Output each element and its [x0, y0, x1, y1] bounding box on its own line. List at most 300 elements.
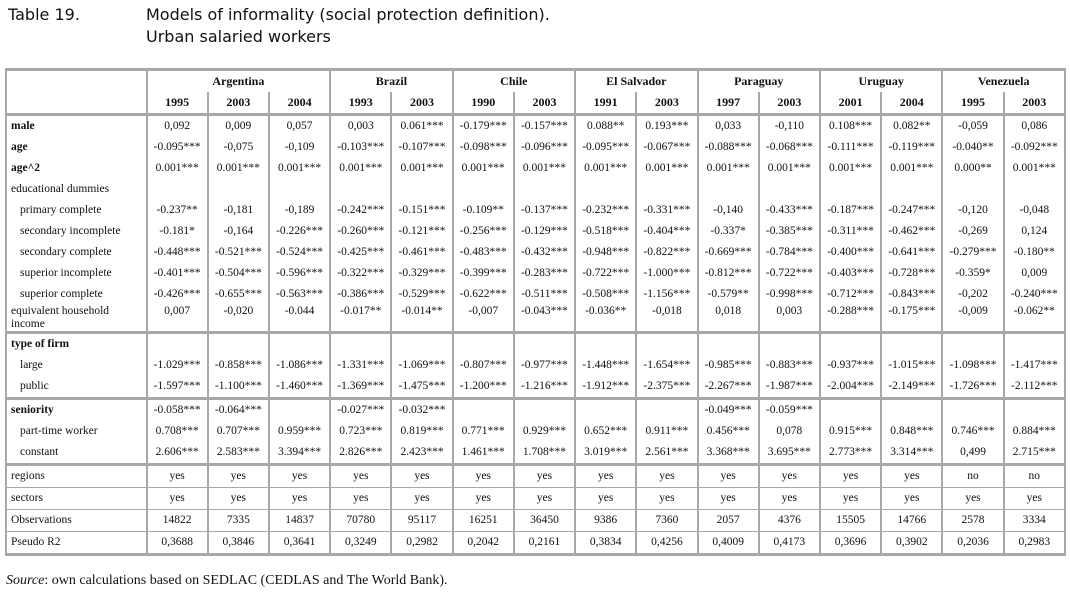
- table-number: Table 19.: [8, 5, 80, 24]
- coef-cell: -0.311***: [820, 221, 881, 242]
- coef-cell: 0,003: [759, 305, 820, 333]
- coef-cell: -0.098***: [453, 137, 514, 158]
- coef-cell: -0.722***: [759, 263, 820, 284]
- coef-cell: 0,2983: [1004, 532, 1065, 555]
- coef-cell: 3.695***: [759, 442, 820, 465]
- coef-cell: -0.641***: [881, 242, 942, 263]
- coef-cell: yes: [575, 465, 636, 488]
- coef-cell: 14837: [269, 510, 330, 532]
- coef-cell: [391, 179, 452, 200]
- year-header: 2003: [514, 92, 575, 115]
- year-header: 2004: [269, 92, 330, 115]
- coef-cell: 0,3902: [881, 532, 942, 555]
- country-header: Argentina: [147, 70, 331, 93]
- row-label: age: [6, 137, 147, 158]
- coef-cell: [453, 179, 514, 200]
- coef-cell: [269, 179, 330, 200]
- coef-cell: -0.049***: [698, 399, 759, 422]
- coef-cell: 0.001***: [514, 158, 575, 179]
- coef-cell: 1.708***: [514, 442, 575, 465]
- coef-cell: -1.015***: [881, 355, 942, 376]
- year-header: 1993: [330, 92, 391, 115]
- coef-cell: 14822: [147, 510, 208, 532]
- source-text: : own calculations based on SEDLAC (CEDLAS and The World Bank).: [44, 573, 448, 588]
- coef-cell: -0.579**: [698, 284, 759, 305]
- coef-cell: -0.426***: [147, 284, 208, 305]
- coef-cell: [820, 333, 881, 356]
- coef-cell: -0.181*: [147, 221, 208, 242]
- coef-cell: yes: [759, 465, 820, 488]
- coef-cell: -1.029***: [147, 355, 208, 376]
- coef-cell: 0,2161: [514, 532, 575, 555]
- coef-cell: 0.929***: [514, 421, 575, 442]
- coef-cell: 95117: [391, 510, 452, 532]
- coef-cell: -1.597***: [147, 376, 208, 399]
- coef-cell: yes: [269, 488, 330, 510]
- country-header-row: [6, 70, 1065, 93]
- table-title-line-1: Models of informality (social protection definition).: [146, 5, 550, 24]
- coef-cell: -0.242***: [330, 200, 391, 221]
- year-header: 2001: [820, 92, 881, 115]
- coef-cell: [514, 399, 575, 422]
- coef-cell: -1.448***: [575, 355, 636, 376]
- coef-cell: -0.883***: [759, 355, 820, 376]
- coef-cell: -0,007: [453, 305, 514, 333]
- coef-cell: 0.001***: [391, 158, 452, 179]
- coef-cell: yes: [147, 465, 208, 488]
- coef-cell: [881, 179, 942, 200]
- coef-cell: yes: [208, 488, 269, 510]
- table-title: [146, 4, 550, 48]
- coef-cell: -0.088***: [698, 137, 759, 158]
- coef-cell: -2.149***: [881, 376, 942, 399]
- coef-cell: 0,086: [1004, 115, 1065, 138]
- coef-cell: 0.061***: [391, 115, 452, 138]
- country-header: Venezuela: [942, 70, 1065, 93]
- coef-cell: yes: [1004, 488, 1065, 510]
- country-header: Uruguay: [820, 70, 942, 93]
- coef-cell: -0.288***: [820, 305, 881, 333]
- year-header: 1995: [147, 92, 208, 115]
- coef-cell: -1.417***: [1004, 355, 1065, 376]
- row-label: equivalent household income: [6, 305, 147, 333]
- coef-cell: -0.461***: [391, 242, 452, 263]
- coef-cell: -0,109: [269, 137, 330, 158]
- table-row: [6, 179, 1065, 200]
- coef-cell: [820, 179, 881, 200]
- coef-cell: yes: [453, 465, 514, 488]
- coef-cell: -0.109**: [453, 200, 514, 221]
- coef-cell: -0.722***: [575, 263, 636, 284]
- coef-cell: yes: [514, 488, 575, 510]
- coef-cell: -1.331***: [330, 355, 391, 376]
- row-label: large: [6, 355, 147, 376]
- coef-cell: 0.001***: [147, 158, 208, 179]
- coef-cell: -0.240***: [1004, 284, 1065, 305]
- coef-cell: [1004, 399, 1065, 422]
- coef-cell: -0,164: [208, 221, 269, 242]
- coef-cell: -0.669***: [698, 242, 759, 263]
- coef-cell: yes: [330, 465, 391, 488]
- coef-cell: 0.723***: [330, 421, 391, 442]
- coef-cell: 2.826***: [330, 442, 391, 465]
- coef-cell: [514, 179, 575, 200]
- coef-cell: -0.175***: [881, 305, 942, 333]
- coef-cell: -0.521***: [208, 242, 269, 263]
- row-label: constant: [6, 442, 147, 465]
- coef-cell: 0,009: [1004, 263, 1065, 284]
- coef-cell: -0.843***: [881, 284, 942, 305]
- coef-cell: 15505: [820, 510, 881, 532]
- row-label: type of firm: [6, 333, 147, 356]
- table-row: [6, 284, 1065, 305]
- coef-cell: 0.001***: [759, 158, 820, 179]
- coef-cell: 3.394***: [269, 442, 330, 465]
- table-row: [6, 115, 1065, 138]
- table-row: [6, 488, 1065, 510]
- coef-cell: 0.193***: [636, 115, 697, 138]
- coef-cell: yes: [391, 465, 452, 488]
- row-label: educational dummies: [6, 179, 147, 200]
- coef-cell: -0.059***: [759, 399, 820, 422]
- coef-cell: [759, 333, 820, 356]
- coef-cell: 0.088**: [575, 115, 636, 138]
- coef-cell: yes: [269, 465, 330, 488]
- coef-cell: -0.483***: [453, 242, 514, 263]
- coef-cell: yes: [942, 488, 1003, 510]
- coef-cell: -2.112***: [1004, 376, 1065, 399]
- coef-cell: [881, 333, 942, 356]
- coef-cell: 0.001***: [1004, 158, 1065, 179]
- coef-cell: yes: [514, 465, 575, 488]
- coef-cell: 0.708***: [147, 421, 208, 442]
- coef-cell: -0.596***: [269, 263, 330, 284]
- coef-cell: -0.432***: [514, 242, 575, 263]
- row-label: secondary incomplete: [6, 221, 147, 242]
- coef-cell: -2.004***: [820, 376, 881, 399]
- coef-cell: yes: [759, 488, 820, 510]
- coef-cell: 0.652***: [575, 421, 636, 442]
- coef-cell: 0.884***: [1004, 421, 1065, 442]
- coef-cell: yes: [391, 488, 452, 510]
- coef-cell: 0,3641: [269, 532, 330, 555]
- coef-cell: -0.032***: [391, 399, 452, 422]
- table-row: [6, 200, 1065, 221]
- table-row: [6, 242, 1065, 263]
- coef-cell: -0.462***: [881, 221, 942, 242]
- coef-cell: no: [942, 465, 1003, 488]
- coef-cell: -0.622***: [453, 284, 514, 305]
- coef-cell: -0.518***: [575, 221, 636, 242]
- coef-cell: -0.359*: [942, 263, 1003, 284]
- coef-cell: 7360: [636, 510, 697, 532]
- coef-cell: -0,181: [208, 200, 269, 221]
- coef-cell: -0.524***: [269, 242, 330, 263]
- row-label: part-time worker: [6, 421, 147, 442]
- coef-cell: -0.157***: [514, 115, 575, 138]
- coef-cell: -0.337*: [698, 221, 759, 242]
- coef-cell: 0,033: [698, 115, 759, 138]
- row-label: superior incomplete: [6, 263, 147, 284]
- year-header: 1997: [698, 92, 759, 115]
- coef-cell: 0.001***: [208, 158, 269, 179]
- coef-cell: -1.726***: [942, 376, 1003, 399]
- coef-cell: 2.583***: [208, 442, 269, 465]
- coef-cell: -0.256***: [453, 221, 514, 242]
- coef-cell: -0.095***: [147, 137, 208, 158]
- coef-cell: [391, 333, 452, 356]
- coef-cell: -0.399***: [453, 263, 514, 284]
- coef-cell: -0.385***: [759, 221, 820, 242]
- coef-cell: 0,3696: [820, 532, 881, 555]
- coef-cell: 70780: [330, 510, 391, 532]
- coef-cell: -0.948***: [575, 242, 636, 263]
- year-header: 1995: [942, 92, 1003, 115]
- coef-cell: [575, 333, 636, 356]
- coef-cell: 0.771***: [453, 421, 514, 442]
- coef-cell: -0.448***: [147, 242, 208, 263]
- coef-cell: yes: [575, 488, 636, 510]
- coef-cell: [208, 179, 269, 200]
- coef-cell: -0.180**: [1004, 242, 1065, 263]
- coef-cell: -0.937***: [820, 355, 881, 376]
- year-header: 2003: [759, 92, 820, 115]
- coef-cell: yes: [208, 465, 269, 488]
- coef-cell: -1.987***: [759, 376, 820, 399]
- coef-cell: 0.959***: [269, 421, 330, 442]
- coef-cell: -0.247***: [881, 200, 942, 221]
- year-header: 2004: [881, 92, 942, 115]
- coef-cell: 0.001***: [575, 158, 636, 179]
- coef-cell: -1.369***: [330, 376, 391, 399]
- coef-cell: [636, 399, 697, 422]
- coef-cell: [330, 333, 391, 356]
- country-header: Paraguay: [698, 70, 820, 93]
- coef-cell: -0.044: [269, 305, 330, 333]
- coef-cell: 0.001***: [698, 158, 759, 179]
- coef-cell: 0.108***: [820, 115, 881, 138]
- table-row: [6, 465, 1065, 488]
- coef-cell: 2578: [942, 510, 1003, 532]
- coef-cell: -0,140: [698, 200, 759, 221]
- coef-cell: 0,2036: [942, 532, 1003, 555]
- coef-cell: 4376: [759, 510, 820, 532]
- coef-cell: -0,120: [942, 200, 1003, 221]
- coef-cell: -0.014**: [391, 305, 452, 333]
- year-header: 1990: [453, 92, 514, 115]
- coef-cell: -0.511***: [514, 284, 575, 305]
- coef-cell: 0.819***: [391, 421, 452, 442]
- coef-cell: [453, 399, 514, 422]
- coef-cell: 0.001***: [636, 158, 697, 179]
- coef-cell: yes: [881, 465, 942, 488]
- coef-cell: -1.098***: [942, 355, 1003, 376]
- coef-cell: -1.216***: [514, 376, 575, 399]
- coef-cell: -1.460***: [269, 376, 330, 399]
- row-label: secondary complete: [6, 242, 147, 263]
- coef-cell: -0,202: [942, 284, 1003, 305]
- coef-cell: -0,269: [942, 221, 1003, 242]
- coef-cell: 0,3834: [575, 532, 636, 555]
- coef-cell: -0,009: [942, 305, 1003, 333]
- coef-cell: -0.095***: [575, 137, 636, 158]
- coef-cell: -0.027***: [330, 399, 391, 422]
- year-header: 2003: [1004, 92, 1065, 115]
- coef-cell: 0.082**: [881, 115, 942, 138]
- coef-cell: 1.461***: [453, 442, 514, 465]
- coef-cell: -0.985***: [698, 355, 759, 376]
- coef-cell: 7335: [208, 510, 269, 532]
- year-header: 2003: [391, 92, 452, 115]
- year-header: 1991: [575, 92, 636, 115]
- coef-cell: -0.728***: [881, 263, 942, 284]
- coef-cell: 2.561***: [636, 442, 697, 465]
- coef-cell: yes: [453, 488, 514, 510]
- coef-cell: 0.746***: [942, 421, 1003, 442]
- table-row: [6, 221, 1065, 242]
- table-row: [6, 510, 1065, 532]
- coef-cell: 0.001***: [453, 158, 514, 179]
- coef-cell: [1004, 333, 1065, 356]
- row-label: public: [6, 376, 147, 399]
- table-row: [6, 442, 1065, 465]
- coef-cell: -0.260***: [330, 221, 391, 242]
- coef-cell: 0.001***: [881, 158, 942, 179]
- coef-cell: [759, 179, 820, 200]
- coef-cell: -1.912***: [575, 376, 636, 399]
- coef-cell: 0,4256: [636, 532, 697, 555]
- coef-cell: -0.403***: [820, 263, 881, 284]
- coef-cell: 36450: [514, 510, 575, 532]
- coef-cell: -0.151***: [391, 200, 452, 221]
- table-row: [6, 421, 1065, 442]
- coef-cell: -0.807***: [453, 355, 514, 376]
- coef-cell: -2.375***: [636, 376, 697, 399]
- coef-cell: -0.400***: [820, 242, 881, 263]
- coef-cell: 0.001***: [269, 158, 330, 179]
- row-label: sectors: [6, 488, 147, 510]
- coef-cell: 0.848***: [881, 421, 942, 442]
- coef-cell: 0.915***: [820, 421, 881, 442]
- coef-cell: -0.058***: [147, 399, 208, 422]
- table-row: [6, 333, 1065, 356]
- row-label: Observations: [6, 510, 147, 532]
- coef-cell: -0.232***: [575, 200, 636, 221]
- coef-cell: [881, 399, 942, 422]
- coef-cell: -0.858***: [208, 355, 269, 376]
- source-label: Source: [6, 573, 45, 588]
- coef-cell: -0,059: [942, 115, 1003, 138]
- coef-cell: -0.137***: [514, 200, 575, 221]
- row-label: age^2: [6, 158, 147, 179]
- coef-cell: [330, 179, 391, 200]
- coef-cell: -1.069***: [391, 355, 452, 376]
- coef-cell: 0,2982: [391, 532, 452, 555]
- coef-cell: -0.563***: [269, 284, 330, 305]
- coef-cell: -0.107***: [391, 137, 452, 158]
- coef-cell: 0,3846: [208, 532, 269, 555]
- coef-cell: -1.000***: [636, 263, 697, 284]
- coef-cell: 0,499: [942, 442, 1003, 465]
- coef-cell: -0.784***: [759, 242, 820, 263]
- coef-cell: [820, 399, 881, 422]
- coef-cell: 0,4009: [698, 532, 759, 555]
- coef-cell: [636, 333, 697, 356]
- coef-cell: -0.404***: [636, 221, 697, 242]
- country-header: El Salvador: [575, 70, 697, 93]
- table-title-line-2: Urban salaried workers: [146, 27, 331, 46]
- coef-cell: -0,110: [759, 115, 820, 138]
- coef-cell: -0.121***: [391, 221, 452, 242]
- coef-cell: yes: [330, 488, 391, 510]
- coef-cell: -0.322***: [330, 263, 391, 284]
- coef-cell: 16251: [453, 510, 514, 532]
- coef-cell: 2.423***: [391, 442, 452, 465]
- coef-cell: 3.314***: [881, 442, 942, 465]
- coef-cell: yes: [820, 465, 881, 488]
- coef-cell: -0.822***: [636, 242, 697, 263]
- coef-cell: [269, 333, 330, 356]
- row-label: seniority: [6, 399, 147, 422]
- coef-cell: [147, 333, 208, 356]
- coef-cell: -0.237**: [147, 200, 208, 221]
- coef-cell: 3334: [1004, 510, 1065, 532]
- coef-cell: 0.911***: [636, 421, 697, 442]
- coef-cell: 2057: [698, 510, 759, 532]
- coef-cell: [942, 179, 1003, 200]
- table-row: [6, 376, 1065, 399]
- coef-cell: [575, 399, 636, 422]
- coef-cell: [942, 399, 1003, 422]
- coef-cell: -0.092***: [1004, 137, 1065, 158]
- table-row: [6, 305, 1065, 333]
- coef-cell: -0.331***: [636, 200, 697, 221]
- coef-cell: -0.425***: [330, 242, 391, 263]
- table-row: [6, 532, 1065, 555]
- year-header: 2003: [208, 92, 269, 115]
- coef-cell: 0,007: [147, 305, 208, 333]
- coef-cell: 0.707***: [208, 421, 269, 442]
- row-label: regions: [6, 465, 147, 488]
- row-label: male: [6, 115, 147, 138]
- coef-cell: [147, 179, 208, 200]
- coef-cell: 9386: [575, 510, 636, 532]
- coef-cell: yes: [636, 465, 697, 488]
- coef-cell: -0.529***: [391, 284, 452, 305]
- coef-cell: -0.401***: [147, 263, 208, 284]
- coef-cell: -2.267***: [698, 376, 759, 399]
- table-row: [6, 137, 1065, 158]
- year-header-row: [6, 92, 1065, 115]
- table-row: [6, 263, 1065, 284]
- coef-cell: -0.712***: [820, 284, 881, 305]
- coef-cell: [698, 333, 759, 356]
- coef-cell: -1.654***: [636, 355, 697, 376]
- coef-cell: -1.086***: [269, 355, 330, 376]
- coef-cell: 2.715***: [1004, 442, 1065, 465]
- coef-cell: 0,4173: [759, 532, 820, 555]
- coef-cell: [1004, 179, 1065, 200]
- coef-cell: 0,2042: [453, 532, 514, 555]
- coef-cell: -0.119***: [881, 137, 942, 158]
- coef-cell: [514, 333, 575, 356]
- coef-cell: -1.200***: [453, 376, 514, 399]
- coef-cell: -1.100***: [208, 376, 269, 399]
- coef-cell: 0,3688: [147, 532, 208, 555]
- coef-cell: [575, 179, 636, 200]
- coef-cell: 0,078: [759, 421, 820, 442]
- coef-cell: 2.606***: [147, 442, 208, 465]
